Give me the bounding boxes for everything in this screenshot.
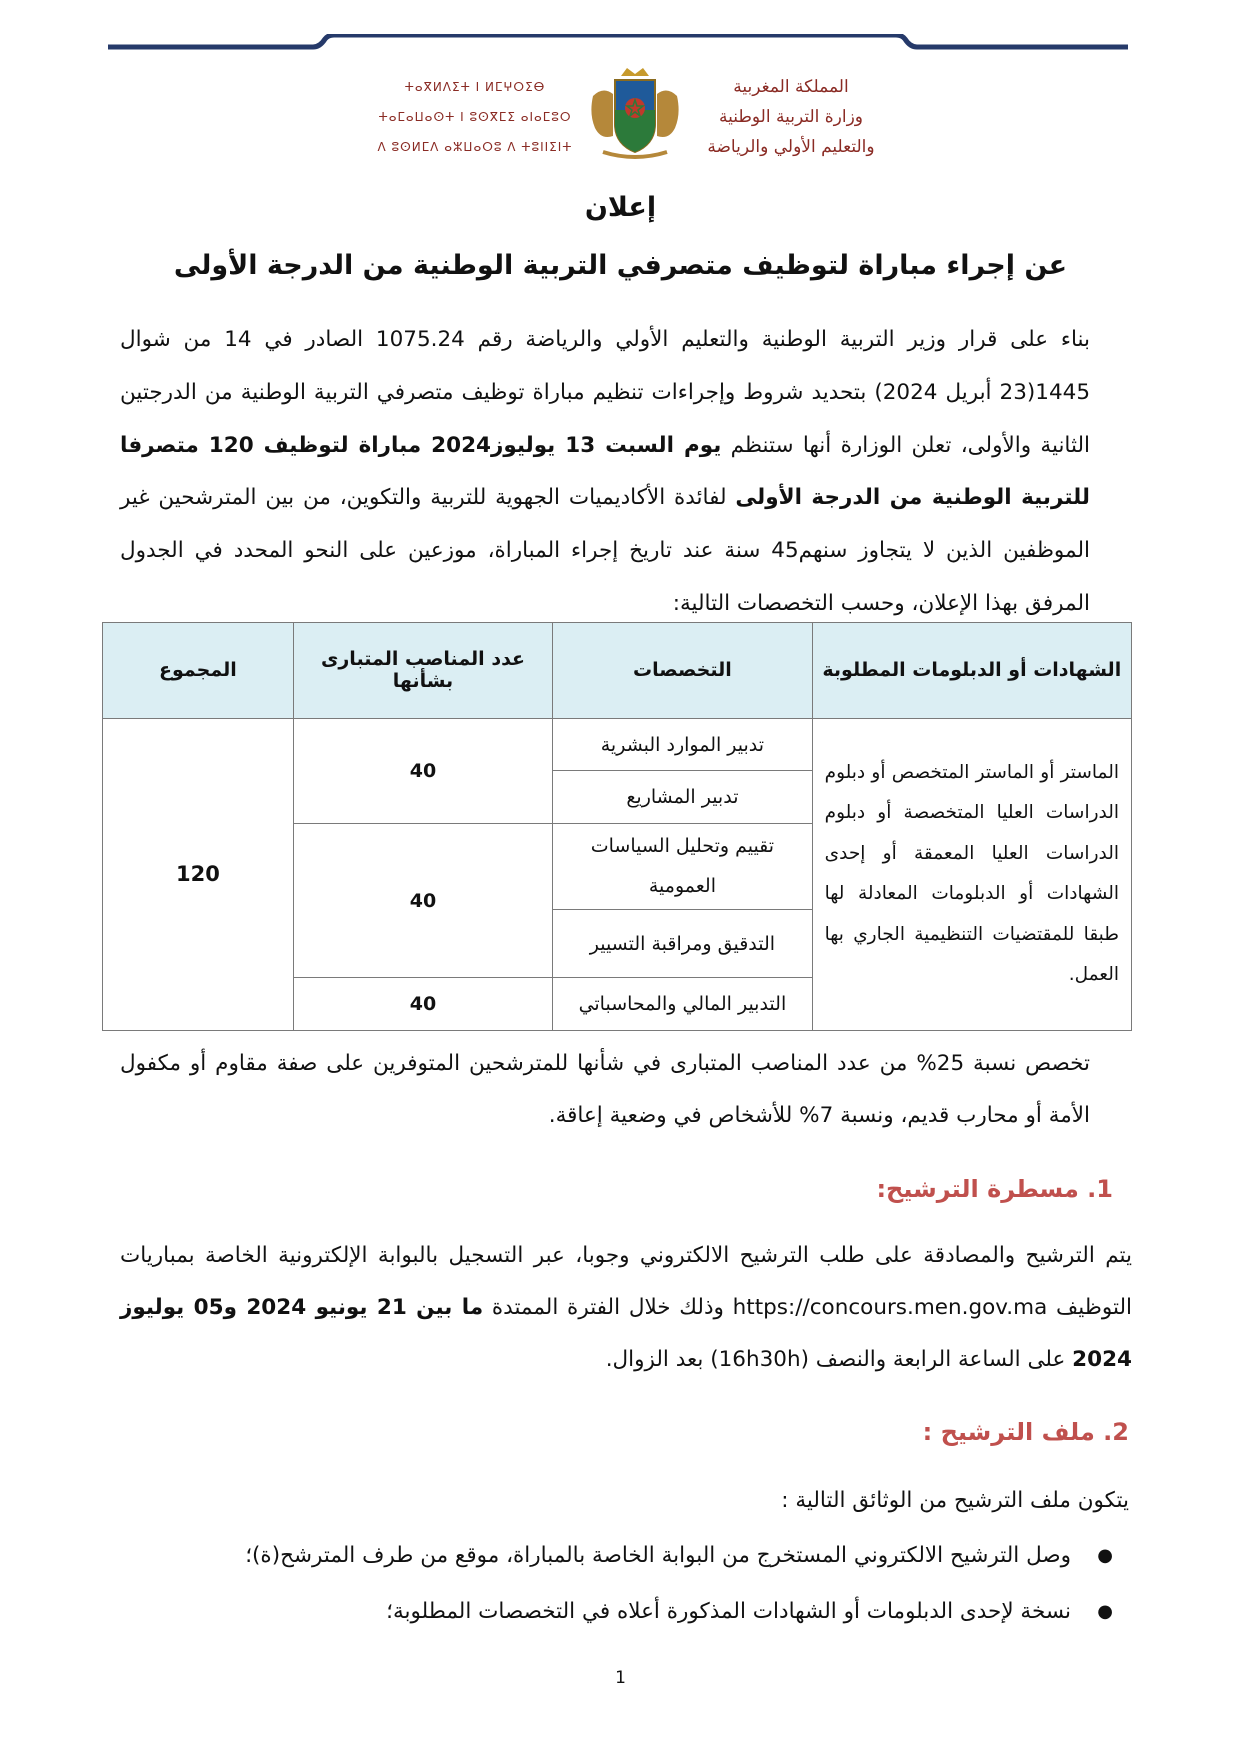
count-cell: 40 xyxy=(293,978,552,1031)
tifinagh-ministry-name: ⵜⴰⴳⵍⴷⵉⵜ ⵏ ⵍⵎⵖⵔⵉⴱ ⵜⴰⵎⴰⵡⴰⵙⵜ ⵏ ⵓⵙⴳⵎⵉ ⴰⵏⴰⵎⵓⵔ ⴷ ⵓⵙⵍⵎⴷ ⴰⵣⵡⴰⵔⵓ ⴷ ⵜⵓⵏⵏⵉⵏⵜ xyxy=(377,80,573,154)
positions-table xyxy=(102,622,1132,1031)
list-item: ● وصل الترشيح الالكتروني المستخرج من البوابة الخاصة بالمباراة، موقع من طرف المترشح(ة)؛ xyxy=(113,1528,1113,1584)
application-procedure-paragraph: يتم الترشيح والمصادقة على طلب الترشيح الالكتروني وجوبا، عبر التسجيل بالبوابة الإلكترونية الخاصة بمباريات التوظيف https://concours.men.gov.ma وذلك خلال الفترة الممتدة ما بين 21 يونيو 2024 و05 يوليوز 2024 على الساعة الرابعة والنصف (16h30h) بعد الزوال. xyxy=(120,1243,1132,1372)
header-total: المجموع xyxy=(103,623,294,719)
portal-link[interactable]: https://concours.men.gov.ma xyxy=(732,1295,1048,1320)
diplomas-cell: الماستر أو الماستر المتخصص أو دبلوم الدراسات العليا المتخصصة أو دبلوم الدراسات العليا المعمقة أو إحدى الشهادات أو الدبلومات المعادلة لها طبقا للمقتضيات التنظيمية الجاري بها العمل. xyxy=(812,718,1131,1030)
count-cell: 40 xyxy=(293,823,552,978)
header-positions-count: عدد المناصب المتبارى بشأنها xyxy=(293,623,552,719)
application-file-intro: يتكون ملف الترشيح من الوثائق التالية : xyxy=(781,1488,1129,1513)
header-specialties: التخصصات xyxy=(553,623,812,719)
specialty-cell: التدقيق ومراقبة التسيير xyxy=(553,909,812,978)
announcement-subtitle: عن إجراء مباراة لتوظيف متصرفي التربية الوطنية من الدرجة الأولى xyxy=(173,250,1068,281)
document-list xyxy=(113,1528,1113,1640)
header-rule xyxy=(108,34,1128,64)
header-diplomas: الشهادات أو الدبلومات المطلوبة xyxy=(812,623,1131,719)
specialty-cell: التدبير المالي والمحاسباتي xyxy=(553,978,812,1031)
application-period: ما بين 21 يونيو 2024 و05 يوليوز 2024 xyxy=(120,1295,1132,1372)
list-item: ● نسخة لإحدى الدبلومات أو الشهادات المذكورة أعلاه في التخصصات المطلوبة؛ xyxy=(113,1584,1113,1640)
intro-paragraph: بناء على قرار وزير التربية الوطنية والتعليم الأولي والرياضة رقم 1075.24 الصادر في 14 من شوال 1445(23 أبريل 2024) بتحديد شروط وإجراءات تنظيم مباراة توظيف متصرفي التربية الوطنية من الدرجتين الثانية والأولى، تعلن الوزارة أنها ستنظم يوم السبت 13 يوليوز2024 مباراة لتوظيف 120 متصرفا للتربية الوطنية من الدرجة الأولى لفائدة الأكاديميات الجهوية للتربية والتكوين، من بين المترشحين غير الموظفين الذين لا يتجاوز سنهم45 سنة عند تاريخ إجراء المباراة، موزعين على النحو المحدد في الجدول المرفق بهذا الإعلان، وحسب التخصصات التالية: xyxy=(120,327,1091,616)
total-cell: 120 xyxy=(103,718,294,1030)
page-title: إعلان xyxy=(584,192,657,223)
specialty-cell: تقييم وتحليل السياسات العمومية xyxy=(553,823,812,909)
specialty-cell: تدبير الموارد البشرية xyxy=(553,718,812,771)
table-row xyxy=(103,718,1132,771)
exam-date-highlight: يوم السبت 13 يوليوز2024 مباراة لتوظيف 120 متصرفا للتربية الوطنية من الدرجة الأولى xyxy=(120,432,1091,511)
quota-note: تخصص نسبة 25% من عدد المناصب المتبارى في شأنها للمترشحين المتوفرين على صفة مقاوم أو مكفول الأمة أو محارب قديم، ونسبة 7% للأشخاص في وضعية إعاقة. xyxy=(120,1051,1090,1128)
specialty-cell: تدبير المشاريع xyxy=(553,771,812,824)
arabic-ministry-name: المملكة المغربية وزارة التربية الوطنية والتعليم الأولي والرياضة xyxy=(707,77,875,157)
section-heading-application-file: 2. ملف الترشيح : xyxy=(922,1418,1129,1446)
ministry-header xyxy=(0,66,1241,166)
table-header-row xyxy=(103,623,1132,719)
section-heading-application-procedure: 1. مسطرة الترشيح: xyxy=(876,1175,1113,1203)
count-cell: 40 xyxy=(293,718,552,823)
page-number: 1 xyxy=(615,1668,626,1688)
